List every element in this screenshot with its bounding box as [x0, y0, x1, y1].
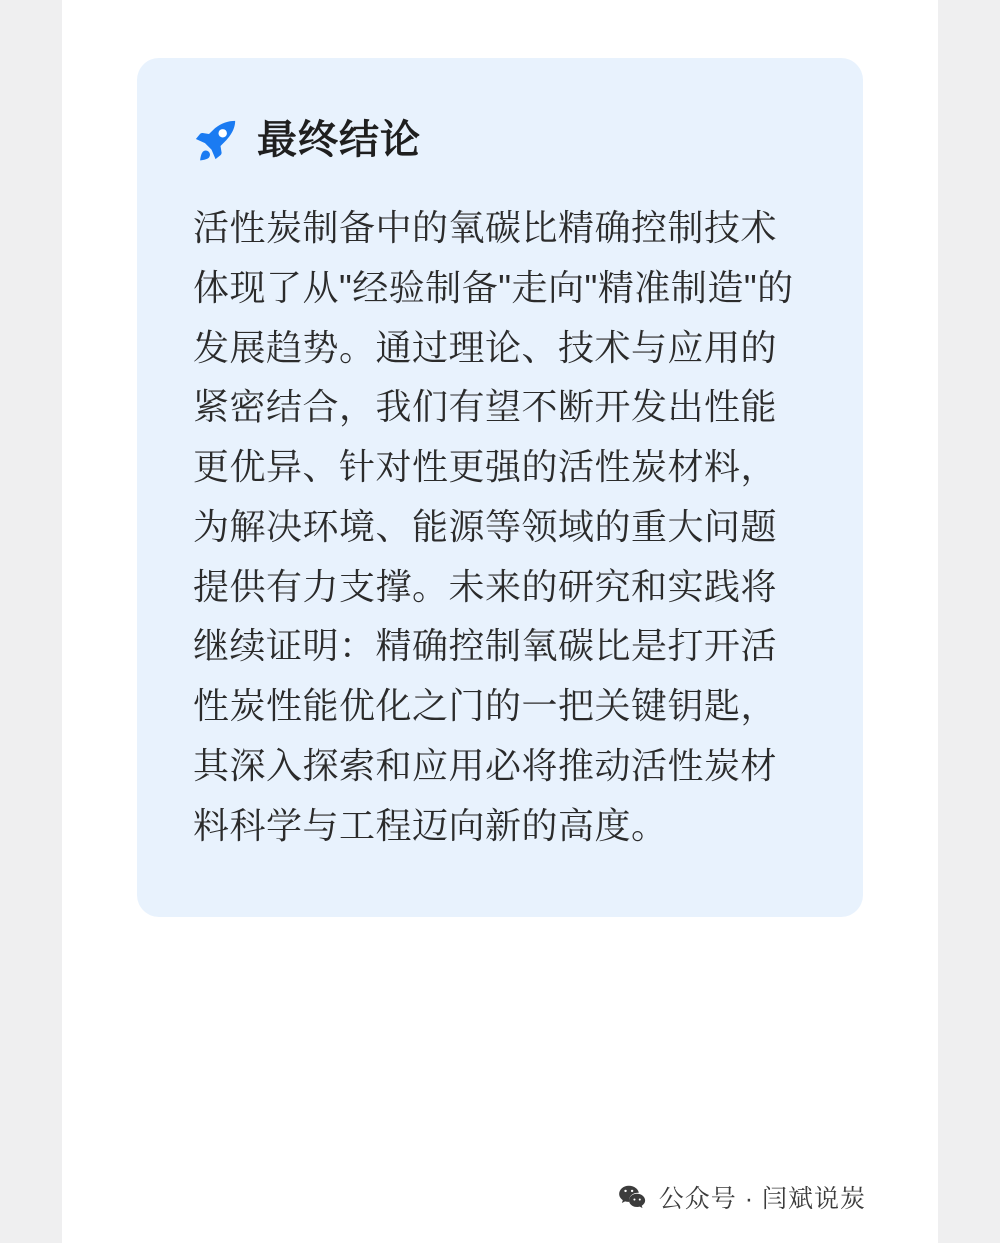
card-header	[193, 116, 807, 164]
card-title: 最终结论	[257, 118, 421, 162]
card-body-text: 活性炭制备中的氧碳比精确控制技术体现了从"经验制备"走向"精准制造"的发展趋势。通过理论、技术与应用的紧密结合，我们有望不断开发出性能更优异、针对性更强的活性炭材料，为解决环境、能源等领域的重大问题提供有力支撑。未来的研究和实践将继续证明：精确控制氧碳比是打开活性炭性能优化之门的一把关键钥匙，其深入探索和应用必将推动活性炭材料科学与工程迈向新的高度。	[193, 207, 794, 846]
article-sheet	[62, 0, 938, 1243]
rocket-icon	[193, 117, 239, 163]
account-name: 公众号 · 闫斌说炭	[658, 1185, 866, 1213]
account-footer	[617, 1179, 866, 1215]
conclusion-card	[137, 58, 863, 917]
wechat-icon	[617, 1182, 647, 1212]
